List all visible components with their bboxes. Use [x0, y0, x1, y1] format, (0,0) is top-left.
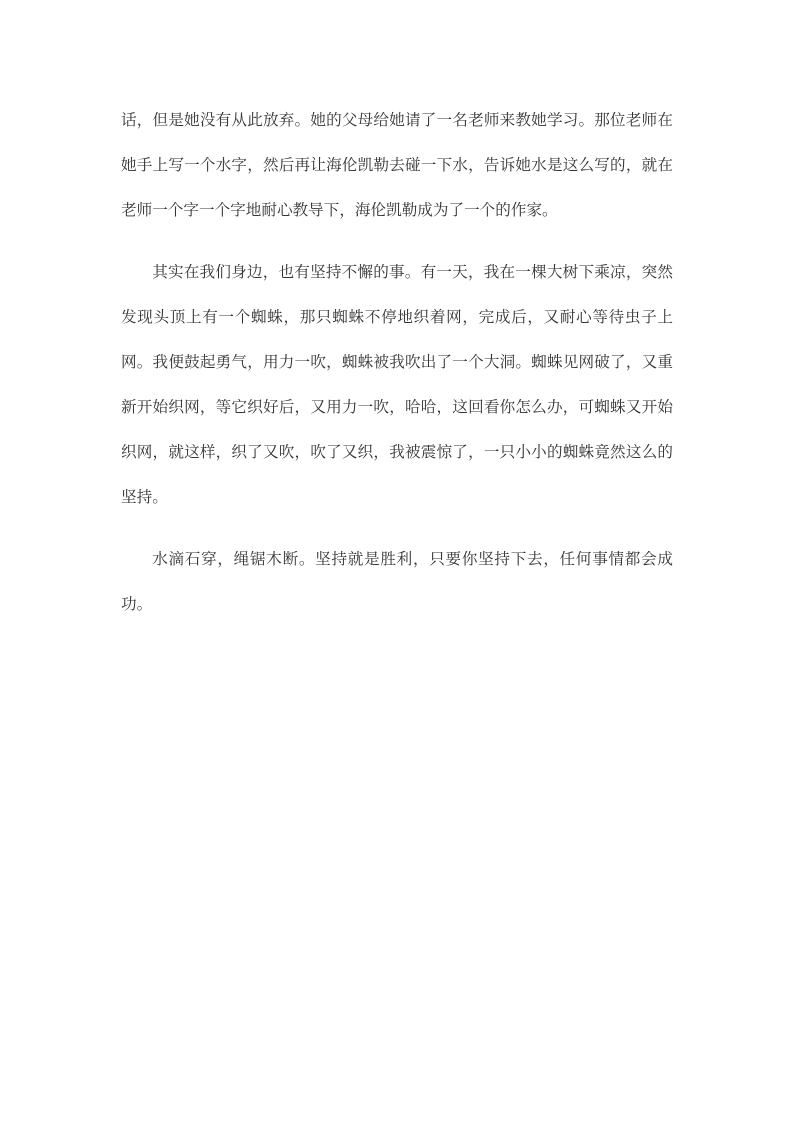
document-body	[121, 98, 673, 644]
paragraph-helen-keller: 话，但是她没有从此放弃。她的父母给她请了一名老师来教她学习。那位老师在她手上写一个水字，然后再让海伦凯勒去碰一下水，告诉她水是这么写的，就在老师一个字一个字地耐心教导下，海伦凯勒成为了一个的作家。	[121, 111, 673, 219]
paragraph-conclusion: 水滴石穿，绳锯木断。坚持就是胜利，只要你坚持下去，任何事情都会成功。	[121, 550, 673, 613]
paragraph-spider-story: 其实在我们身边，也有坚持不懈的事。有一天，我在一棵大树下乘凉，突然发现头顶上有一个蜘蛛，那只蜘蛛不停地织着网，完成后，又耐心等待虫子上网。我便鼓起勇气，用力一吹，蜘蛛被我吹出了一个大洞。蜘蛛见网破了，又重新开始织网，等它织好后，又用力一吹，哈哈，这回看你怎么办，可蜘蛛又开始织网，就这样，织了又吹，吹了又织，我被震惊了，一只小小的蜘蛛竟然这么的坚持。	[121, 263, 673, 506]
